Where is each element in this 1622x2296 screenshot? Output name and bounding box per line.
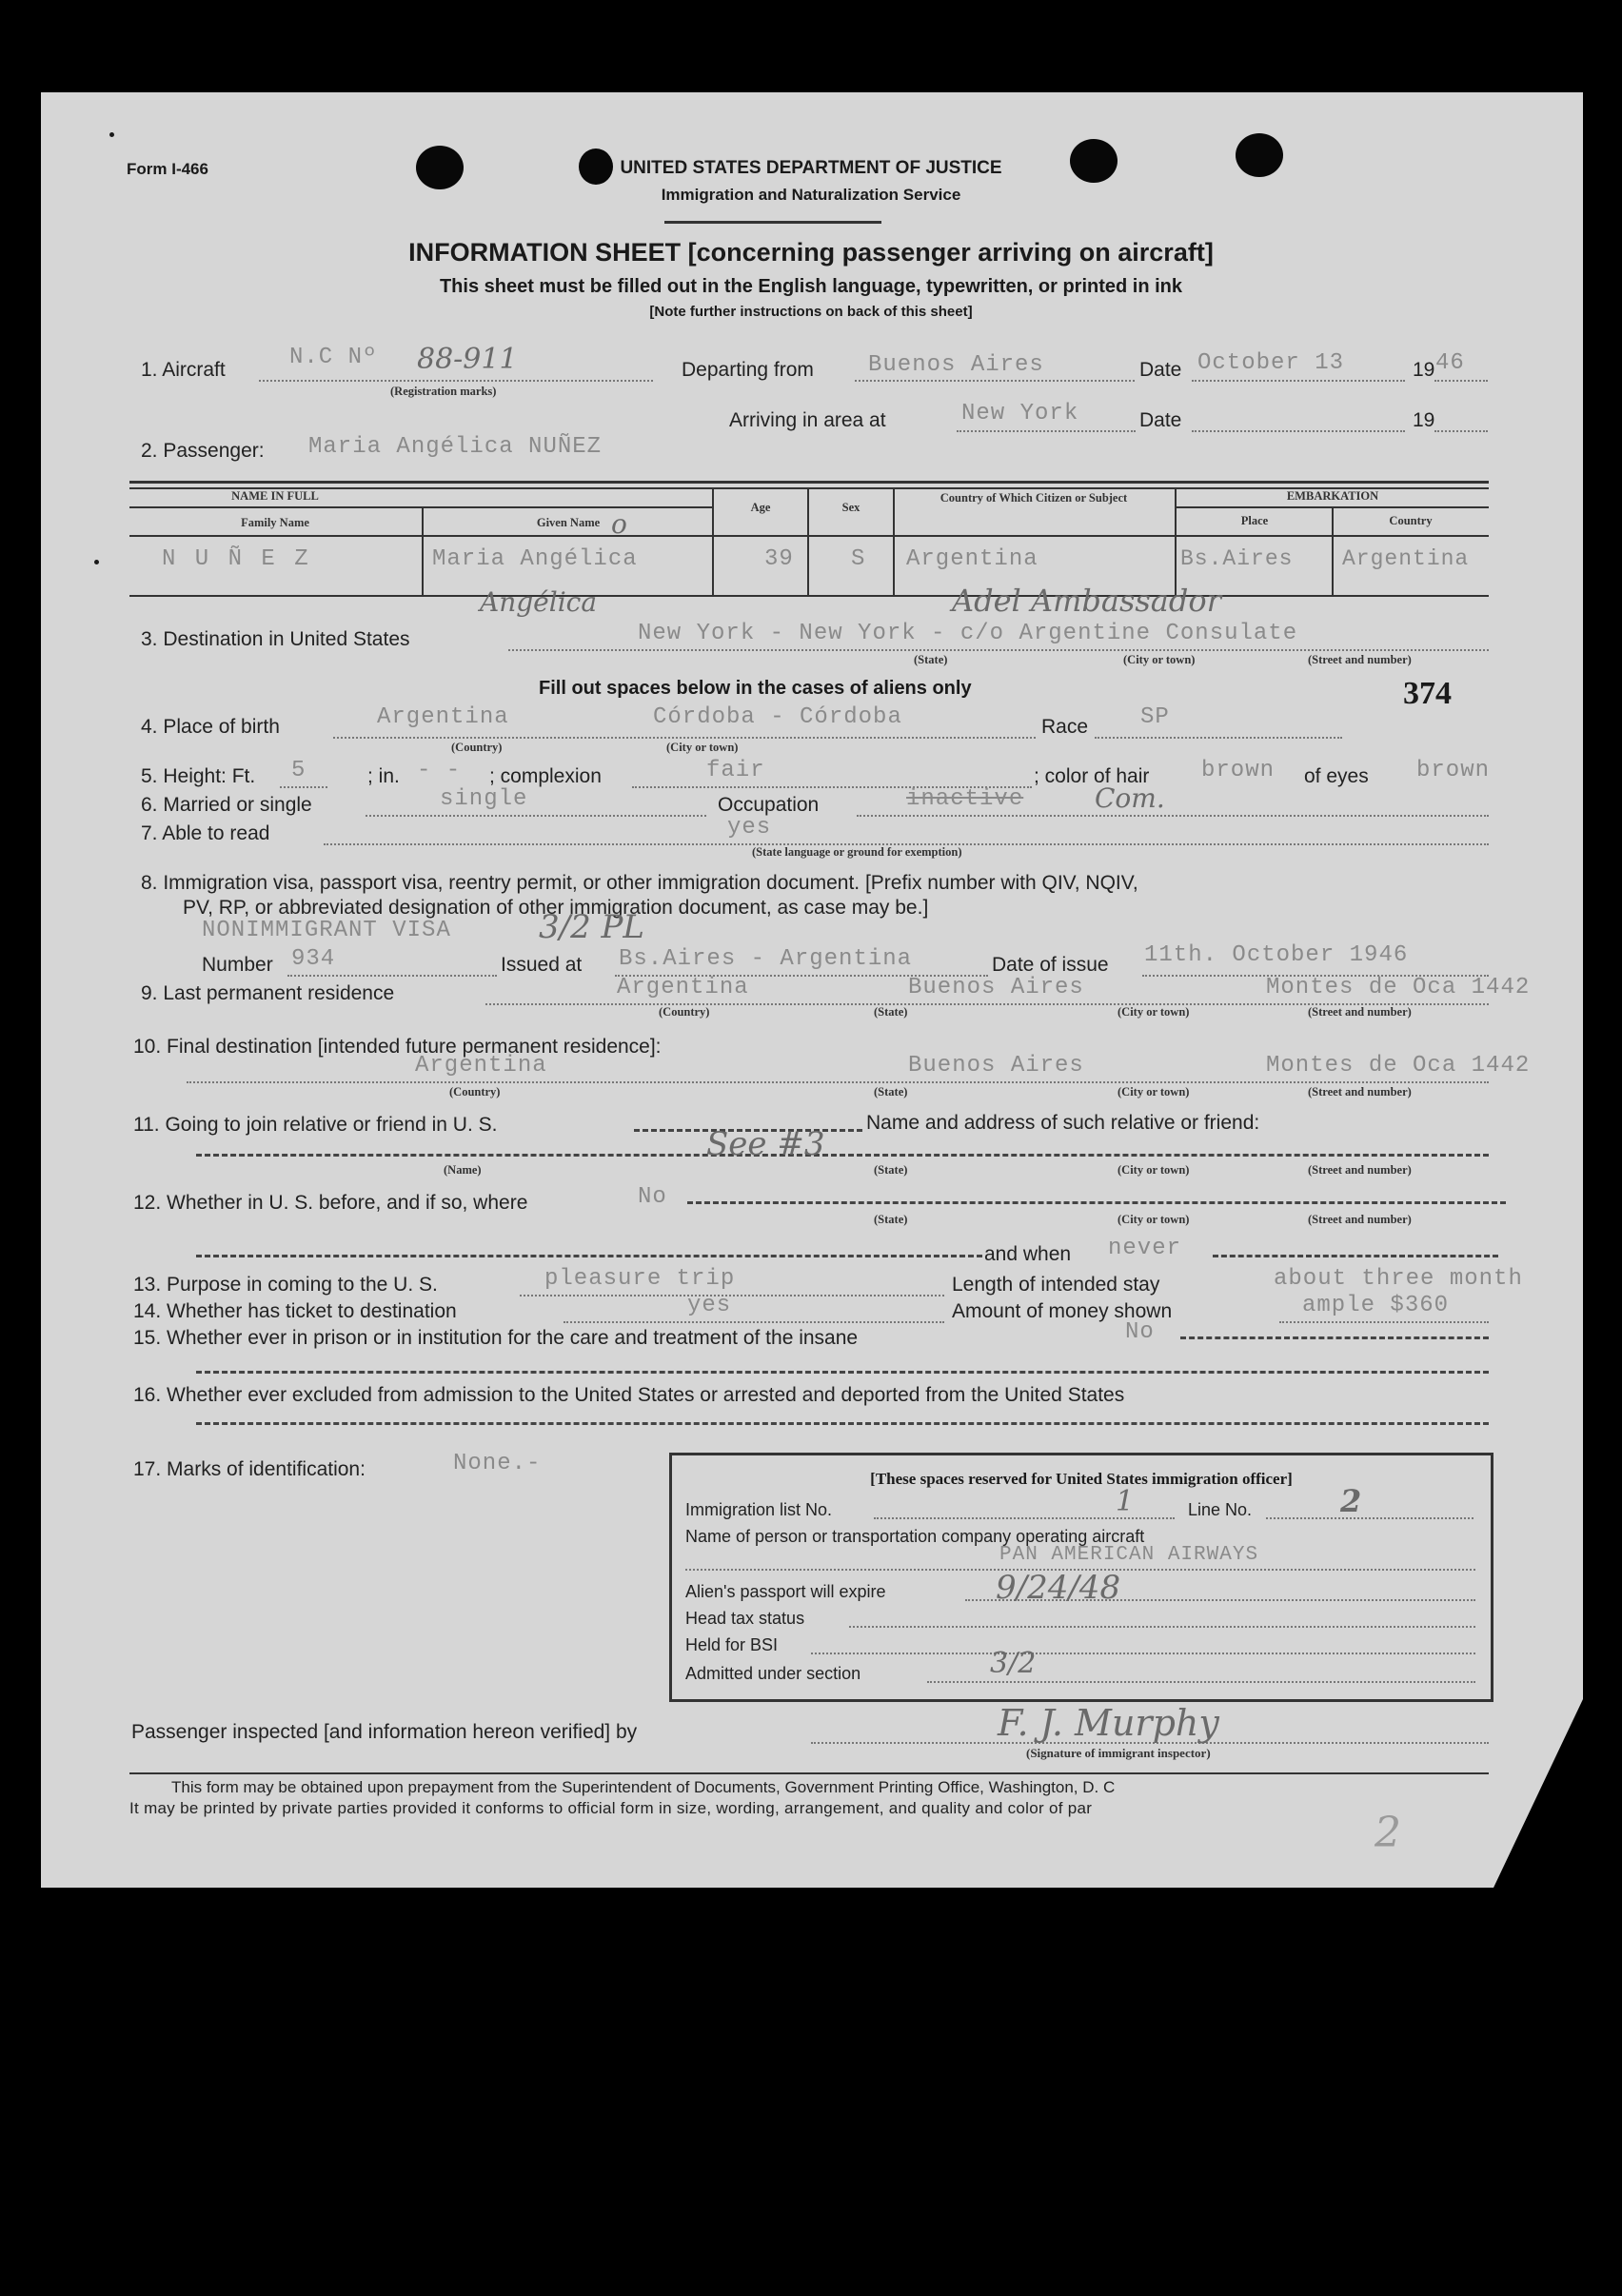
dotted-line <box>1434 430 1488 432</box>
stay-label: Length of intended stay <box>952 1274 1160 1296</box>
height-in-label: ; in. <box>367 765 400 787</box>
street-caption: (Street and number) <box>1308 1163 1412 1177</box>
height-ft-value: 5 <box>291 758 307 783</box>
issue-date-label: Date of issue <box>992 954 1109 976</box>
height-in-value: - - <box>417 758 462 783</box>
passenger-value: Maria Angélica NUÑEZ <box>308 434 603 460</box>
registration-caption: (Registration marks) <box>390 385 497 398</box>
embarkation-header: EMBARKATION <box>1286 489 1379 503</box>
birthplace-label: 4. Place of birth <box>141 716 280 738</box>
marks-value: None.- <box>453 1451 542 1476</box>
passport-expire-value: 9/24/48 <box>996 1569 1121 1607</box>
country-caption: (Country) <box>449 1085 501 1099</box>
name-in-full-header: NAME IN FULL <box>231 489 319 503</box>
year-label: 19 <box>1413 359 1435 381</box>
destination-label: 3. Destination in United States <box>141 628 410 650</box>
table-rule <box>129 535 1489 537</box>
city-caption: (City or town) <box>1118 1163 1190 1177</box>
embark-place-value: Bs.Aires <box>1180 546 1294 571</box>
visa-number-value: 934 <box>291 946 336 972</box>
dotted-line <box>564 1321 944 1323</box>
eyes-label: of eyes <box>1304 765 1369 787</box>
sheet-title: INFORMATION SHEET [concerning passenger arriving on aircraft] <box>408 238 1214 267</box>
sheet-subtitle: This sheet must be filled out in the English language, typewritten, or printed in ink <box>439 276 1183 297</box>
purpose-label: 13. Purpose in coming to the U. S. <box>133 1274 438 1296</box>
dash-line <box>196 1422 1489 1425</box>
header-rule <box>664 221 881 224</box>
date-label: Date <box>1139 359 1182 381</box>
occupation-value: inactive <box>906 786 1024 812</box>
item8-line2: PV, RP, or abbreviated designation of other immigration document, as case may be.] <box>183 897 929 919</box>
country-header: Country <box>1389 514 1433 527</box>
dotted-line <box>280 786 327 788</box>
dotted-line <box>259 380 653 382</box>
agency-title: UNITED STATES DEPARTMENT OF JUSTICE <box>620 158 1002 178</box>
complexion-value: fair <box>706 758 765 783</box>
issued-at-value: Bs.Aires - Argentina <box>619 946 913 972</box>
line-no-label: Line No. <box>1188 1500 1253 1519</box>
imm-list-value: 1 <box>1116 1485 1135 1518</box>
sheet-note: [Note further instructions on back of this sheet] <box>649 304 973 320</box>
aircraft-label: 1. Aircraft <box>141 359 226 381</box>
ticket-value: yes <box>687 1293 732 1318</box>
speck <box>94 560 99 564</box>
page-number: 374 <box>1403 676 1452 711</box>
inspector-signature: F. J. Murphy <box>998 1702 1219 1744</box>
occupation-label: Occupation <box>718 794 820 816</box>
aircraft-value: N.C Nº <box>289 345 378 370</box>
table-divider <box>893 487 895 595</box>
table-divider <box>422 506 424 595</box>
excluded-label: 16. Whether ever excluded from admission to the United States or arrested and deported from the United States <box>133 1384 1125 1406</box>
street-caption: (Street and number) <box>1308 653 1412 666</box>
complexion-label: ; complexion <box>489 765 602 787</box>
language-caption: (State language or ground for exemption) <box>752 845 962 859</box>
footer-line1: This form may be obtained upon prepayment from the Superintendent of Documents, Government Printing Office, Washington, D. C <box>171 1778 1116 1796</box>
given-name-mark: o <box>611 508 627 540</box>
city-caption: (City or town) <box>1123 653 1196 666</box>
item8-line1: 8. Immigration visa, passport visa, reentry permit, or other immigration document. [Prefix number with QIV, NQIV, <box>141 872 1138 894</box>
dotted-line <box>1279 1321 1489 1323</box>
join-friend-label: 11. Going to join relative or friend in U. S. <box>133 1114 498 1136</box>
dotted-line <box>927 1681 1475 1683</box>
table-divider <box>807 487 809 595</box>
residence-country-value: Argentina <box>617 975 749 1000</box>
dotted-line <box>1434 380 1488 382</box>
citizen-value: Argentina <box>906 546 1038 572</box>
dash-line <box>1180 1336 1489 1339</box>
join-handwritten: See #3 <box>706 1125 825 1163</box>
dotted-line <box>287 975 497 977</box>
dash-line <box>687 1201 1506 1204</box>
money-value: ample $360 <box>1302 1293 1450 1318</box>
embark-country-value: Argentina <box>1342 546 1470 571</box>
prison-value: No <box>1125 1319 1155 1345</box>
final-destination-label: 10. Final destination [intended future permanent residence]: <box>133 1036 662 1058</box>
table-divider <box>1175 487 1177 595</box>
state-caption: (State) <box>874 1085 908 1099</box>
form-number: Form I-466 <box>127 160 208 178</box>
departing-value: Buenos Aires <box>868 352 1044 378</box>
dash-line <box>196 1371 1489 1374</box>
year-value: 46 <box>1435 350 1465 376</box>
transport-value: PAN AMERICAN AIRWAYS <box>999 1544 1259 1566</box>
race-value: SP <box>1140 704 1170 730</box>
officer-box-title: [These spaces reserved for United States immigration officer] <box>870 1470 1293 1488</box>
aircraft-handwritten: 88-911 <box>417 343 518 376</box>
able-to-read-label: 7. Able to read <box>141 822 270 844</box>
punch-hole <box>1070 139 1118 183</box>
admitted-value: 3/2 <box>990 1647 1037 1680</box>
dotted-line <box>187 1081 1489 1083</box>
city-caption: (City or town) <box>1118 1005 1190 1019</box>
age-value: 39 <box>764 546 794 572</box>
ticket-label: 14. Whether has ticket to destination <box>133 1300 457 1322</box>
city-caption: (City or town) <box>1118 1085 1190 1099</box>
state-caption: (State) <box>914 653 948 666</box>
in-us-before-value: No <box>638 1184 667 1210</box>
given-name-correction: Angélica <box>480 586 598 618</box>
arriving-value: New York <box>961 401 1079 426</box>
given-name-header: Given Name <box>536 516 601 529</box>
departing-label: Departing from <box>682 359 814 381</box>
dotted-line <box>366 815 706 817</box>
age-header: Age <box>750 501 771 514</box>
destination-value: New York - New York - c/o Argentine Consulate <box>638 621 1298 646</box>
imm-list-label: Immigration list No. <box>685 1500 833 1519</box>
city-caption: (City or town) <box>1118 1213 1190 1226</box>
punch-hole <box>1236 133 1283 177</box>
name-caption: (Name) <box>444 1163 482 1177</box>
dotted-line <box>508 649 1489 651</box>
state-caption: (State) <box>874 1163 908 1177</box>
admitted-label: Admitted under section <box>685 1664 861 1683</box>
handwritten-annotation: Adel Ambassador <box>952 583 1221 619</box>
race-label: Race <box>1041 716 1089 738</box>
dash-line <box>1213 1255 1498 1257</box>
street-caption: (Street and number) <box>1308 1213 1412 1226</box>
dest-state-value: Buenos Aires <box>908 1053 1084 1079</box>
in-us-before-label: 12. Whether in U. S. before, and if so, where <box>133 1192 528 1214</box>
number-label: Number <box>202 954 273 976</box>
dotted-line <box>855 380 1135 382</box>
punch-hole <box>416 146 464 189</box>
dotted-line <box>333 737 1036 739</box>
dotted-line <box>1192 380 1405 382</box>
dash-line <box>196 1154 1489 1157</box>
last-residence-label: 9. Last permanent residence <box>141 982 395 1004</box>
footer-rule <box>129 1772 1489 1774</box>
passenger-label: 2. Passenger: <box>141 440 265 462</box>
hair-value: brown <box>1201 758 1276 783</box>
stay-value: about three month <box>1274 1266 1523 1292</box>
dotted-line <box>849 1626 1475 1628</box>
marks-label: 17. Marks of identification: <box>133 1458 366 1480</box>
agency-service: Immigration and Naturalization Service <box>661 186 961 204</box>
family-name-header: Family Name <box>241 516 309 529</box>
dotted-line <box>857 815 1489 817</box>
footer-line2: It may be printed by private parties provided it conforms to official form in size, wording, arrangement, and quality and color of par <box>129 1799 1093 1817</box>
birth-country-value: Argentina <box>377 704 509 730</box>
table-rule <box>129 595 1489 597</box>
height-label: 5. Height: Ft. <box>141 765 256 787</box>
dest-country-value: Argentina <box>415 1053 547 1079</box>
issued-at-label: Issued at <box>501 954 583 976</box>
table-divider <box>1332 506 1334 595</box>
hair-label: ; color of hair <box>1034 765 1150 787</box>
citizen-header: Country of Which Citizen or Subject <box>940 491 1128 505</box>
year-label: 19 <box>1413 409 1435 431</box>
country-caption: (Country) <box>659 1005 710 1019</box>
dotted-line <box>1266 1517 1474 1519</box>
prison-label: 15. Whether ever in prison or in institution for the care and treatment of the insane <box>133 1327 859 1349</box>
residence-state-value: Buenos Aires <box>908 975 1084 1000</box>
arriving-label: Arriving in area at <box>729 409 886 431</box>
residence-street-value: Montes de Oca 1442 <box>1266 975 1531 1000</box>
purpose-value: pleasure trip <box>544 1266 736 1292</box>
able-to-read-value: yes <box>727 815 772 841</box>
speck <box>109 132 114 137</box>
table-rule <box>129 481 1489 484</box>
state-caption: (State) <box>874 1213 908 1226</box>
street-caption: (Street and number) <box>1308 1085 1412 1099</box>
held-bsi-label: Held for BSI <box>685 1635 779 1654</box>
dotted-line <box>811 1653 1475 1654</box>
line-no-value: 2 <box>1340 1483 1362 1519</box>
sex-header: Sex <box>841 501 860 514</box>
occupation-handwritten: Com. <box>1095 782 1165 814</box>
name-address-label: Name and address of such relative or friend: <box>866 1112 1260 1134</box>
arrival-date-label: Date <box>1139 409 1182 431</box>
passport-expire-label: Alien's passport will expire <box>685 1582 886 1601</box>
dotted-line <box>1192 430 1405 432</box>
dest-street-value: Montes de Oca 1442 <box>1266 1053 1531 1079</box>
inspected-label: Passenger inspected [and information hereon verified] by <box>131 1721 638 1743</box>
place-header: Place <box>1240 514 1269 527</box>
signature-caption: (Signature of immigrant inspector) <box>1026 1746 1211 1760</box>
state-caption: (State) <box>874 1005 908 1019</box>
visa-type-value: NONIMMIGRANT VISA <box>202 918 451 943</box>
head-tax-label: Head tax status <box>685 1609 805 1628</box>
dotted-line <box>520 1295 944 1296</box>
country-caption: (Country) <box>451 741 503 754</box>
dotted-line <box>1095 737 1342 739</box>
birth-city-value: Córdoba - Córdoba <box>653 704 902 730</box>
issue-date-value: 11th. October 1946 <box>1144 942 1409 968</box>
visa-handwritten: 3/2 PL <box>539 908 644 946</box>
aliens-only-note: Fill out spaces below in the cases of aliens only <box>539 678 972 699</box>
city-caption: (City or town) <box>666 741 739 754</box>
corner-mark: 2 <box>1375 1809 1401 1857</box>
dotted-line <box>957 430 1136 432</box>
table-divider <box>712 487 714 595</box>
dash-line <box>196 1255 982 1257</box>
family-name-value: N U Ñ E Z <box>162 546 311 572</box>
when-value: never <box>1108 1236 1182 1261</box>
departure-date: October 13 <box>1197 350 1345 376</box>
money-label: Amount of money shown <box>952 1300 1173 1322</box>
transport-label: Name of person or transportation company operating aircraft <box>685 1527 1145 1546</box>
marital-value: single <box>440 786 528 812</box>
eyes-value: brown <box>1416 758 1491 783</box>
street-caption: (Street and number) <box>1308 1005 1412 1019</box>
given-name-value: Maria Angélica <box>432 546 638 572</box>
and-when-label: and when <box>984 1243 1072 1265</box>
marital-label: 6. Married or single <box>141 794 312 816</box>
sex-value: S <box>851 546 866 572</box>
